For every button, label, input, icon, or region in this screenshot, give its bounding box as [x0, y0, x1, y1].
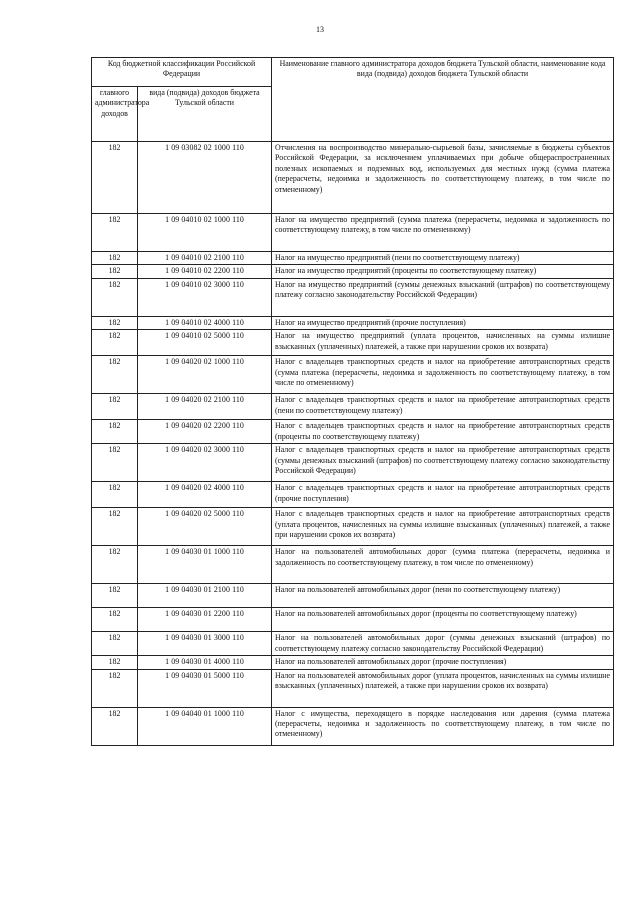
table-row: [92, 546, 614, 584]
cell-revenue-code: 1 09 04010 02 4000 110: [138, 316, 272, 329]
cell-revenue-name: Налог на имущество предприятий (проценты по соответствующему платежу): [272, 265, 614, 278]
header-budget-code: Код бюджетной классификации Российской Федерации: [92, 58, 272, 87]
cell-revenue-code: 1 09 04030 01 3000 110: [138, 632, 272, 656]
cell-admin-code: 182: [92, 142, 138, 214]
cell-admin-code: 182: [92, 252, 138, 265]
table-header: [92, 58, 614, 142]
cell-revenue-name: Налог с владельцев транспортных средств и налог на приобретение автотранспортных средств (пени по соответствующему платежу): [272, 394, 614, 420]
cell-revenue-name: Налог на имущество предприятий (суммы денежных взысканий (штрафов) по соответствующему платежу согласно законодательству Российской Федерации): [272, 278, 614, 316]
table-row: [92, 252, 614, 265]
table-row: [92, 632, 614, 656]
cell-revenue-code: 1 09 04020 02 1000 110: [138, 356, 272, 394]
cell-revenue-name: Налог на имущество предприятий (прочие поступления): [272, 316, 614, 329]
cell-revenue-name: Налог с владельцев транспортных средств и налог на приобретение автотранспортных средств (прочие поступления): [272, 482, 614, 508]
table-row: [92, 584, 614, 608]
budget-classification-table: [91, 57, 614, 746]
cell-revenue-name: Налог на пользователей автомобильных дорог (пени по соответствующему платежу): [272, 584, 614, 608]
table-row: [92, 330, 614, 356]
cell-revenue-code: 1 09 04020 02 5000 110: [138, 508, 272, 546]
cell-revenue-code: 1 09 04040 01 1000 110: [138, 707, 272, 745]
cell-revenue-code: 1 09 03082 02 1000 110: [138, 142, 272, 214]
cell-admin-code: 182: [92, 214, 138, 252]
cell-revenue-code: 1 09 04030 01 2100 110: [138, 584, 272, 608]
cell-admin-code: 182: [92, 707, 138, 745]
cell-admin-code: 182: [92, 444, 138, 482]
table-row: [92, 278, 614, 316]
cell-admin-code: 182: [92, 278, 138, 316]
cell-revenue-code: 1 09 04020 02 3000 110: [138, 444, 272, 482]
cell-revenue-code: 1 09 04010 02 5000 110: [138, 330, 272, 356]
cell-admin-code: 182: [92, 656, 138, 669]
cell-revenue-code: 1 09 04020 02 2100 110: [138, 394, 272, 420]
table-row: [92, 444, 614, 482]
cell-revenue-code: 1 09 04010 02 1000 110: [138, 214, 272, 252]
cell-revenue-name: Налог на имущество предприятий (пени по соответствующему платежу): [272, 252, 614, 265]
cell-revenue-code: 1 09 04030 01 4000 110: [138, 656, 272, 669]
cell-revenue-name: Налог с владельцев транспортных средств и налог на приобретение автотранспортных средств (проценты по соответствующему платежу): [272, 420, 614, 444]
cell-revenue-name: Отчисления на воспроизводство минерально-сырьевой базы, зачисляемые в бюджеты субъектов Российской Федерации, за исключением уплачиваемых при добыче общераспространенных полезных ископаемых и подземных вод, используемых для местных нужд (сумма платежа (перерасчеты, недоимка и задолженность по соответствующему платежу, в том числе по отмененному): [272, 142, 614, 214]
cell-revenue-name: Налог на пользователей автомобильных дорог (суммы денежных взысканий (штрафов) по соответствующему платежу согласно законодательству Российской Федерации): [272, 632, 614, 656]
cell-revenue-code: 1 09 04010 02 3000 110: [138, 278, 272, 316]
table-row: [92, 420, 614, 444]
cell-admin-code: 182: [92, 330, 138, 356]
cell-admin-code: 182: [92, 316, 138, 329]
table-row: [92, 394, 614, 420]
cell-admin-code: 182: [92, 508, 138, 546]
cell-revenue-code: 1 09 04020 02 4000 110: [138, 482, 272, 508]
table-row: [92, 508, 614, 546]
table-row: [92, 214, 614, 252]
table-body: [92, 142, 614, 746]
table-row: [92, 669, 614, 707]
cell-revenue-name: Налог на пользователей автомобильных дорог (сумма платежа (перерасчеты, недоимка и задолженность по соответствующему платежу, в том числе по отмененному): [272, 546, 614, 584]
header-name-column: Наименование главного администратора доходов бюджета Тульской области, наименование кода вида (подвида) доходов бюджета Тульской области: [272, 58, 614, 142]
header-code-column: вида (подвида) доходов бюджета Тульской области: [138, 87, 272, 142]
cell-admin-code: 182: [92, 394, 138, 420]
table-row: [92, 482, 614, 508]
cell-revenue-name: Налог на имущество предприятий (сумма платежа (перерасчеты, недоимка и задолженность по соответствующему платежу, в том числе по отмененному): [272, 214, 614, 252]
cell-admin-code: 182: [92, 669, 138, 707]
table-row: [92, 316, 614, 329]
cell-revenue-code: 1 09 04010 02 2100 110: [138, 252, 272, 265]
cell-revenue-name: Налог с владельцев транспортных средств и налог на приобретение автотранспортных средств (сумма платежа (перерасчеты, недоимка и задолженность по соответствующему платежу, в том числе по отмененному): [272, 356, 614, 394]
cell-revenue-name: Налог на пользователей автомобильных дорог (уплата процентов, начисленных на суммы излишне взысканных (уплаченных) платежей, а также при нарушении сроков их возврата): [272, 669, 614, 707]
cell-admin-code: 182: [92, 584, 138, 608]
cell-revenue-code: 1 09 04030 01 5000 110: [138, 669, 272, 707]
cell-revenue-name: Налог с владельцев транспортных средств и налог на приобретение автотранспортных средств (уплата процентов, начисленных на суммы излишне взысканных (уплаченных) платежей, а также при нарушении сроков их возврата): [272, 508, 614, 546]
cell-revenue-code: 1 09 04030 01 2200 110: [138, 608, 272, 632]
cell-revenue-name: Налог на пользователей автомобильных дорог (прочие поступления): [272, 656, 614, 669]
cell-revenue-name: Налог на пользователей автомобильных дорог (проценты по соответствующему платежу): [272, 608, 614, 632]
cell-admin-code: 182: [92, 482, 138, 508]
cell-revenue-name: Налог с владельцев транспортных средств и налог на приобретение автотранспортных средств (суммы денежных взысканий (штрафов) по соответствующему платежу согласно законодательству Российской Федерации): [272, 444, 614, 482]
cell-revenue-code: 1 09 04030 01 1000 110: [138, 546, 272, 584]
table-row: [92, 608, 614, 632]
table-row: [92, 265, 614, 278]
table-row: [92, 656, 614, 669]
table-row: [92, 356, 614, 394]
cell-admin-code: 182: [92, 356, 138, 394]
header-admin-column: главного администратора доходов: [92, 87, 138, 142]
cell-admin-code: 182: [92, 546, 138, 584]
cell-revenue-code: 1 09 04010 02 2200 110: [138, 265, 272, 278]
cell-admin-code: 182: [92, 632, 138, 656]
cell-revenue-code: 1 09 04020 02 2200 110: [138, 420, 272, 444]
table-row: [92, 142, 614, 214]
cell-admin-code: 182: [92, 608, 138, 632]
page-number: 13: [316, 25, 324, 34]
cell-admin-code: 182: [92, 420, 138, 444]
table-row: [92, 707, 614, 745]
cell-revenue-name: Налог на имущество предприятий (уплата процентов, начисленных на суммы излишне взысканных (уплаченных) платежей, а также при нарушении сроков их возврата): [272, 330, 614, 356]
cell-revenue-name: Налог с имущества, переходящего в порядке наследования или дарения (сумма платежа (перерасчеты, недоимка и задолженность по соответствующему платежу, в том числе по отмененному): [272, 707, 614, 745]
header-row: [92, 58, 614, 87]
cell-admin-code: 182: [92, 265, 138, 278]
